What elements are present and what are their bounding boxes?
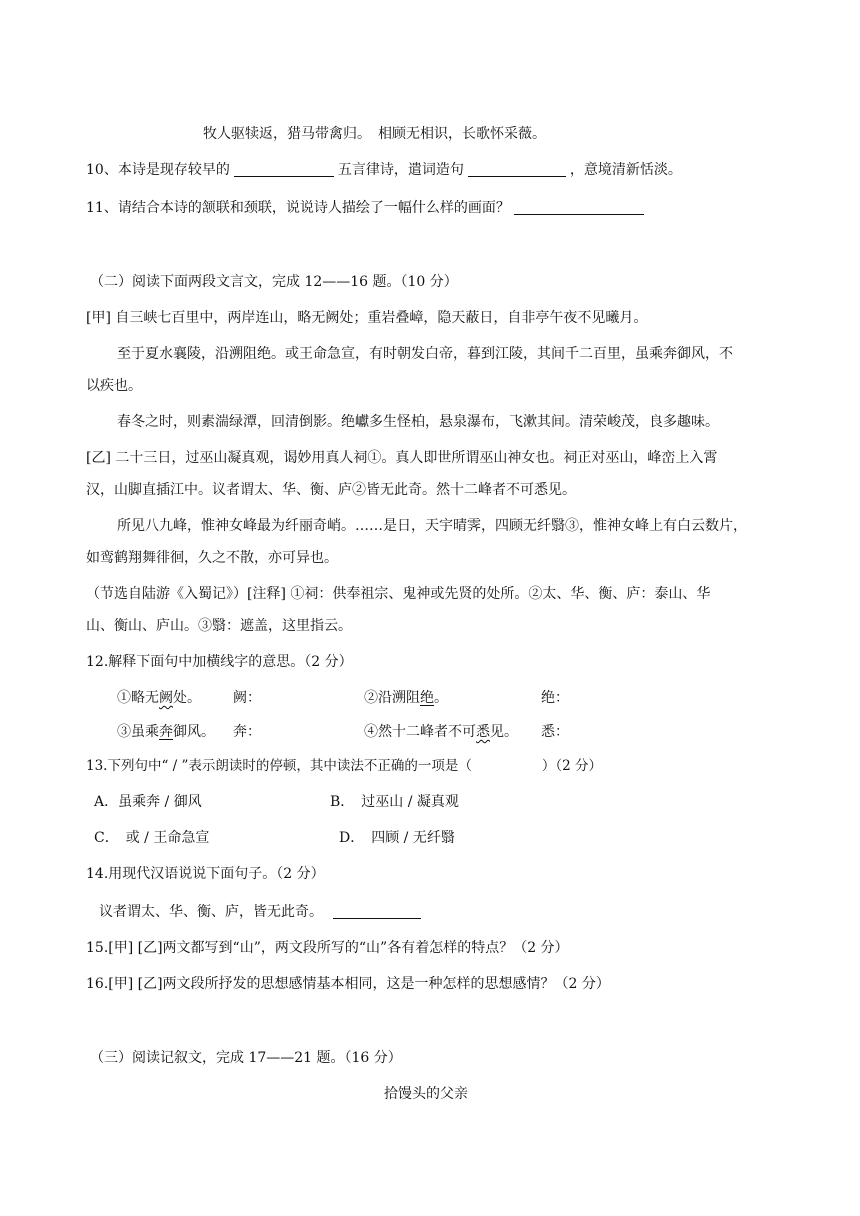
source-and-notes-line-2: 山、衡山、庐山。③翳：遮盖，这里指云。 [86,618,352,634]
q12-item-3-pre: ③虽乘 [117,724,159,740]
q14-sentence-line [99,902,425,922]
q12-item-3 [117,722,215,742]
passage-yi-para-2-line-2: 如鸾鹤翔舞徘徊，久之不散，亦可异也。 [86,550,338,566]
passage-jia-para-1: [甲] 自三峡七百里中，两岸连山，略无阙处；重岩叠嶂，隐天蔽日，自非亭午夜不见曦月。 [86,310,648,326]
q13-option-c[interactable]: C． 或 / 王命急宣 [94,830,210,846]
source-and-notes-line-1: （节选自陆游《入蜀记》）[注释] ①祠：供奉祖宗、鬼神或先贤的处所。②太、华、衡、庐：泰山、华 [86,586,711,602]
q12-item-3-label: 奔： [233,724,261,740]
q12-item-4-key: 悉 [476,724,490,740]
q13-option-b[interactable]: B． 过巫山 / 凝真观 [330,794,459,810]
q10-text-3: ，意境清新恬淡。 [569,162,682,178]
q12-item-3-key: 奔 [159,724,173,740]
q12-item-2-pre: ②沿溯阻 [364,690,420,706]
q12-item-1 [117,688,201,708]
section-2-heading: （二）阅读下面两段文言文，完成 12——16 题。（10 分） [90,274,458,290]
poem-last-line: 牧人驱犊返，猎马带禽归。 相顾无相识，长歌怀采薇。 [203,126,546,142]
q12-item-2-label: 绝： [541,690,569,706]
q11-text: 11、请结合本诗的颔联和颈联，说说诗人描绘了一幅什么样的画面？ [86,200,510,216]
q12-item-2-post: 。 [434,690,448,706]
passage-jia-para-3: 春冬之时，则素湍绿潭，回清倒影。绝巘多生怪柏，悬泉瀑布，飞漱其间。清荣峻茂，良多趣味。 [117,414,719,430]
q12-item-1-key: 阙 [159,690,173,706]
q12-item-1-label: 阙： [233,690,261,706]
q10-text-1: 10、本诗是现存较早的 [86,162,230,178]
q13-stem-text: 13.下列句中“ / ”表示朗读时的停顿，其中读法不正确的一项是（ [86,758,472,774]
question-13-stem [86,756,602,776]
q12-item-1-pre: ①略无 [117,690,159,706]
q12-item-2 [364,688,448,708]
q12-item-2-key: 绝 [420,690,434,706]
q12-item-4-pre: ④然十二峰者不可 [364,724,476,740]
passage-yi-para-1-line-2: 汉，山脚直插江中。议者谓太、华、衡、庐②皆无此奇。然十二峰者不可悉见。 [86,482,576,498]
q10-text-2: 五言律诗，遣词造句 [337,162,464,178]
q12-item-4-label: 悉： [541,724,569,740]
q13-option-d[interactable]: D． 四顾 / 无纤翳 [339,830,455,846]
q12-item-3-post: 御风。 [173,724,215,740]
passage-yi-para-2-line-1: 所见八九峰，惟神女峰最为纤丽奇峭。……是日，天宇晴霁，四顾无纤翳③，惟神女峰上有白云数片， [117,518,747,534]
passage-yi-para-1-line-1: [乙] 二十三日，过巫山凝真观，谒妙用真人祠①。真人即世所谓巫山神女也。祠正对巫山，峰峦上入霄 [86,450,718,466]
question-11 [86,198,648,218]
q12-item-4-post: 见。 [490,724,518,740]
question-16: 16.[甲] [乙]两文段所抒发的思想感情基本相同，这是一种怎样的思想感情？（2 分） [86,976,610,992]
answer-blank[interactable] [514,198,644,215]
passage-jia-para-2-line-1: 至于夏水襄陵，沿溯阻绝。或王命急宣，有时朝发白帝，暮到江陵，其间千二百里，虽乘奔御风，不 [117,346,733,362]
question-12-stem: 12.解释下面句中加横线字的意思。（2 分） [86,654,353,670]
q12-item-4 [364,722,518,742]
question-14-stem: 14.用现代汉语说说下面句子。（2 分） [86,866,325,882]
q13-stem-points: ）（2 分） [541,758,603,774]
question-10 [86,160,682,180]
question-15: 15.[甲] [乙]两文都写到“山”，两文段所写的“山”各有着怎样的特点？（2 分） [86,940,569,956]
passage-jia-para-2-line-2: 以疾也。 [86,378,142,394]
article-title: 拾馒头的父亲 [384,1086,468,1102]
answer-blank[interactable] [234,160,334,177]
q13-option-a[interactable]: A．虽乘奔 / 御风 [94,794,202,810]
q12-item-1-post: 处。 [173,690,201,706]
q14-sentence: 议者谓太、华、衡、庐，皆无此奇。 [99,904,323,920]
answer-blank[interactable] [333,902,421,919]
answer-blank[interactable] [468,160,566,177]
section-3-heading: （三）阅读记叙文，完成 17——21 题。（16 分） [90,1050,402,1066]
